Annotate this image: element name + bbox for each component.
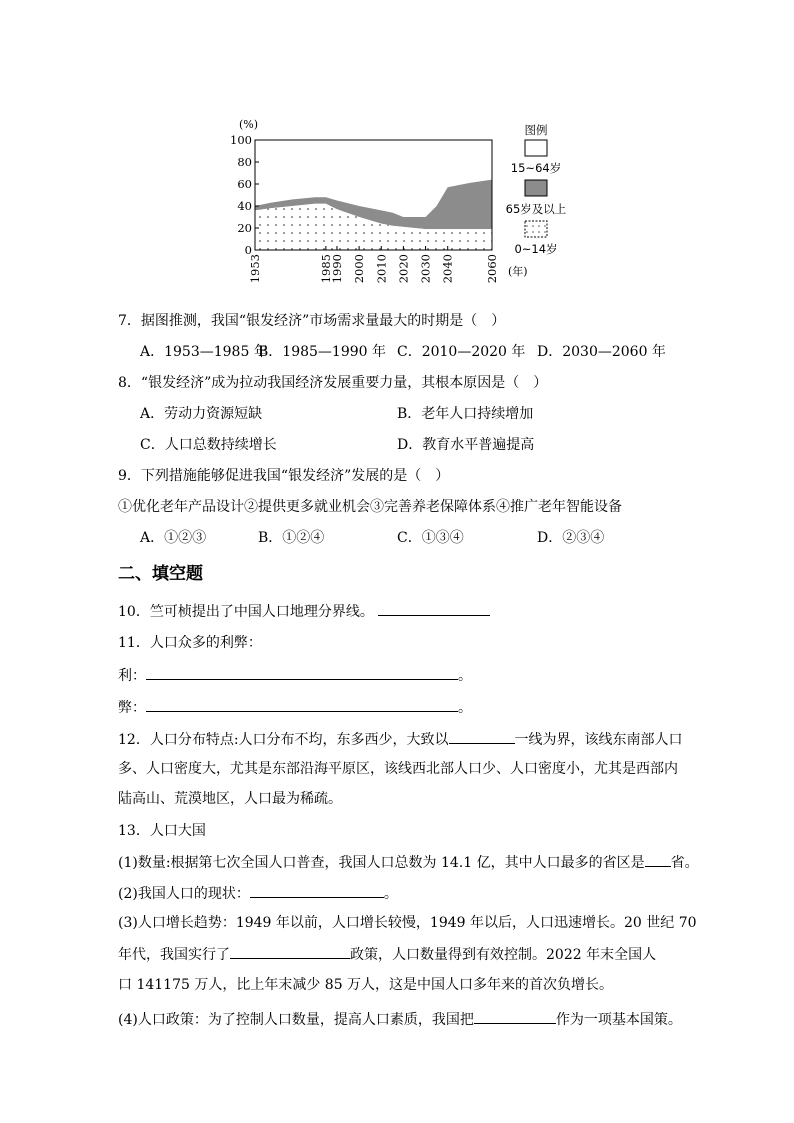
question-13-1 xyxy=(118,852,699,873)
question-7-option-c: C．2010—2020 年 xyxy=(397,344,526,360)
question-13-4 xyxy=(118,1009,682,1030)
answer-blank-12[interactable] xyxy=(449,729,515,744)
q12-text-b: 一线为界，该线东南部人口 xyxy=(514,732,683,748)
answer-blank-13-1[interactable] xyxy=(645,852,671,867)
bi-period: 。 xyxy=(458,700,472,716)
question-8-option-d: D．教育水平普遍提高 xyxy=(397,437,535,453)
bi-label: 弊： xyxy=(118,700,146,716)
question-8-option-c: C．人口总数持续增长 xyxy=(140,437,277,453)
question-9-option-d: D．②③④ xyxy=(537,530,605,546)
question-9-option-b: B．①②④ xyxy=(258,530,325,546)
question-8-option-b: B．老年人口持续增加 xyxy=(397,406,534,422)
q13-4-text-a: (4)人口政策：为了控制人口数量，提高人口素质，我国把 xyxy=(118,1012,474,1028)
q13-3-text-b: 年代，我国实行了 xyxy=(118,947,230,963)
y-tick-label: 60 xyxy=(237,177,252,191)
y-tick-label: 40 xyxy=(237,199,252,213)
section-title-fill-in: 二、填空题 xyxy=(118,564,203,584)
question-13-2 xyxy=(118,883,398,904)
legend-swatch-0-14 xyxy=(525,221,547,237)
x-tick-label: 2020 xyxy=(396,254,411,284)
question-8-stem: 8．“银发经济”成为拉动我国经济发展重要力量，其根本原因是（ ） xyxy=(118,375,548,391)
question-10-text: 10．竺可桢提出了中国人口地理分界线。 xyxy=(118,604,374,620)
question-11-li xyxy=(118,665,472,686)
question-7-option-d: D．2030—2060 年 xyxy=(537,344,666,360)
q13-2-period: 。 xyxy=(383,886,398,902)
question-13-3-line-3: 口 141175 万人，比上年末减少 85 万人，这是中国人口多年来的首次负增长。 xyxy=(118,977,614,993)
y-tick-label: 20 xyxy=(237,221,252,235)
question-12-line-2: 多、人口密度大，尤其是东部沿海平原区，该线西北部人口少、人口密度小，尤其是西部内 xyxy=(118,761,678,777)
question-13-stem: 13．人口大国 xyxy=(118,823,206,839)
x-tick-label: 2030 xyxy=(418,254,433,284)
legend-label-0-14: 0~14岁 xyxy=(514,242,558,256)
x-tick-label: 1985 xyxy=(318,254,333,284)
question-8-option-a: A．劳动力资源短缺 xyxy=(140,406,263,422)
legend-swatch-15-64 xyxy=(525,140,547,156)
question-9-option-a: A．①②③ xyxy=(140,530,207,546)
x-tick-label: 1953 xyxy=(248,254,262,284)
answer-blank-13-3[interactable] xyxy=(230,944,350,959)
answer-blank-11-bi[interactable] xyxy=(146,697,458,712)
q13-1-text-b: 省。 xyxy=(670,855,699,871)
question-7-option-a: A．1953—1985 年 xyxy=(140,344,268,360)
q12-text-a: 12．人口分布特点:人口分布不均，东多西少，大致以 xyxy=(118,732,449,748)
y-tick-label: 100 xyxy=(230,133,252,147)
question-9-option-c: C．①③④ xyxy=(397,530,464,546)
answer-blank-10[interactable] xyxy=(378,601,490,616)
x-tick-label: 2060 xyxy=(485,254,499,284)
li-label: 利： xyxy=(118,668,146,684)
legend-title: 图例 xyxy=(524,123,548,137)
question-12-line-3: 陆高山、荒漠地区，人口最为稀疏。 xyxy=(118,791,342,807)
question-11-stem: 11．人口众多的利弊： xyxy=(118,635,262,651)
question-10 xyxy=(118,601,490,622)
x-tick-label: 2040 xyxy=(440,254,455,284)
q13-4-text-b: 作为一项基本国策。 xyxy=(555,1012,682,1028)
legend-label-65-plus: 65岁及以上 xyxy=(505,202,567,216)
question-9-items: ①优化老年产品设计②提供更多就业机会③完善养老保障体系④推广老年智能设备 xyxy=(118,499,622,515)
li-period: 。 xyxy=(458,668,472,684)
question-9-stem: 9．下列措施能够促进我国“银发经济”发展的是（ ） xyxy=(118,468,450,484)
x-axis-unit: (年) xyxy=(508,265,528,278)
answer-blank-13-4[interactable] xyxy=(474,1009,556,1024)
question-7-stem: 7．据图推测，我国“银发经济”市场需求量最大的时期是（ ） xyxy=(118,313,506,329)
legend-label-15-64: 15~64岁 xyxy=(510,161,562,175)
question-12-line-1 xyxy=(118,729,683,750)
q13-2-text: (2)我国人口的现状： xyxy=(118,886,250,902)
population-age-chart xyxy=(225,110,595,285)
q13-1-text-a: (1)数量:根据第七次全国人口普查，我国人口总数为 14.1 亿，其中人口最多的省区是 xyxy=(118,855,645,871)
question-13-3-line-2 xyxy=(118,944,656,965)
x-tick-label: 2000 xyxy=(352,254,367,284)
x-tick-label: 2010 xyxy=(374,254,389,284)
y-tick-label: 0 xyxy=(244,243,252,257)
answer-blank-11-li[interactable] xyxy=(146,665,458,680)
x-tick-label: 1990 xyxy=(329,254,344,284)
legend-swatch-65-plus xyxy=(525,180,547,196)
y-tick-label: 80 xyxy=(237,155,252,169)
answer-blank-13-2[interactable] xyxy=(250,883,384,898)
q13-3-text-c: 政策，人口数量得到有效控制。2022 年末全国人 xyxy=(350,947,657,963)
question-13-3-line-1: (3)人口增长趋势：1949 年以前，人口增长较慢，1949 年以后，人口迅速增长。20 世纪 70 xyxy=(118,915,697,931)
question-7-option-b: B．1985—1990 年 xyxy=(258,344,386,360)
y-axis-unit: (%) xyxy=(239,118,259,131)
question-11-bi xyxy=(118,697,472,718)
